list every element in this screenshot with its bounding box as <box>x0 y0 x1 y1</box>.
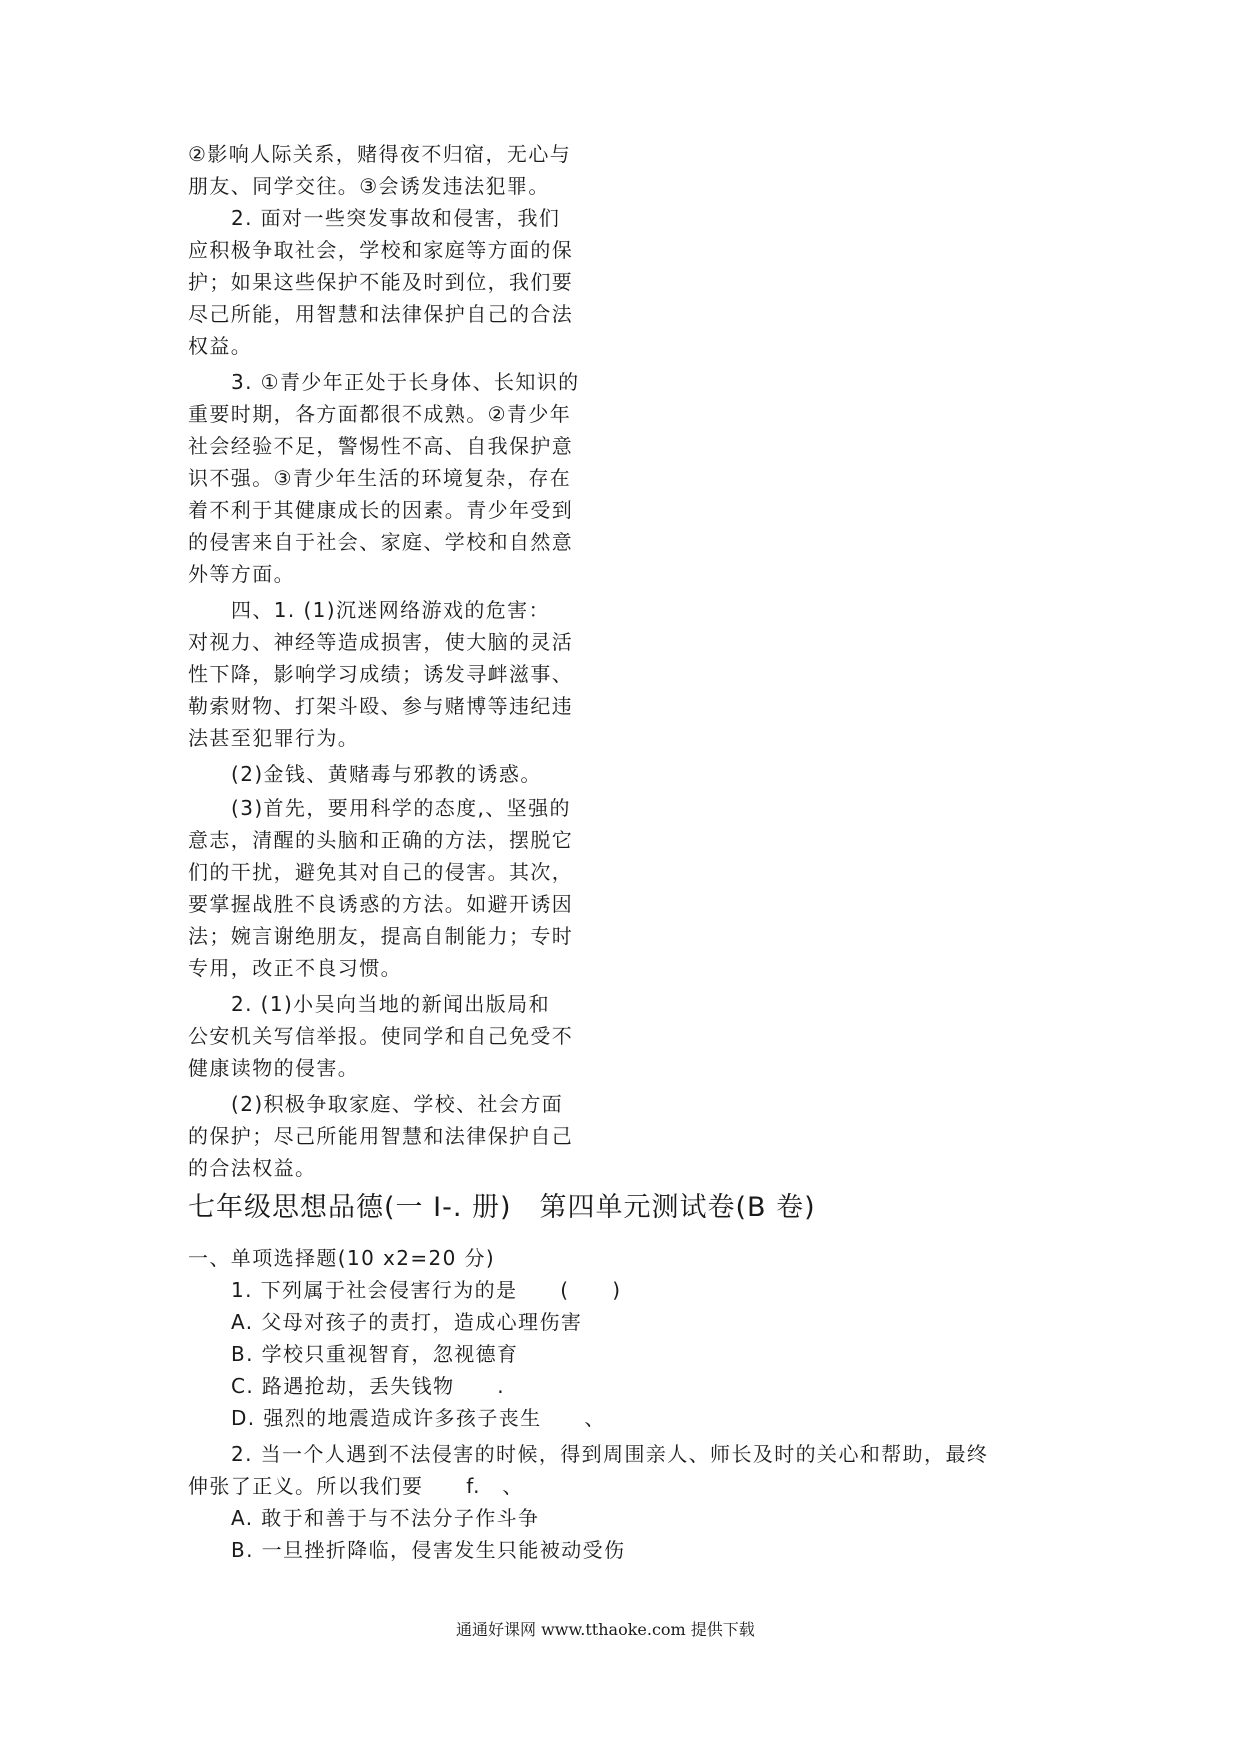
question-option: A. 父母对孩子的责打，造成心理伤害 <box>231 1310 583 1334</box>
answer-line: (3)首先，要用科学的态度,、坚强的 <box>231 796 571 820</box>
question-option: D. 强烈的地震造成许多孩子丧生 、 <box>231 1406 606 1430</box>
answer-line: 四、1. (1)沉迷网络游戏的危害： <box>231 598 550 622</box>
answer-line: 的保护；尽己所能用智慧和法律保护自己 <box>188 1124 574 1148</box>
answer-line: 勒索财物、打架斗殴、参与赌博等违纪违 <box>188 694 574 718</box>
page-footer: 通通好课网 www.tthaoke.com 提供下载 <box>456 1620 755 1639</box>
answer-line: 着不利于其健康成长的因素。青少年受到 <box>188 498 574 522</box>
answer-line: 权益。 <box>188 334 253 358</box>
answer-line: 识不强。③青少年生活的环境复杂，存在 <box>188 466 572 490</box>
answer-line: 的合法权益。 <box>188 1156 317 1180</box>
answer-line: 护；如果这些保护不能及时到位，我们要 <box>188 270 574 294</box>
answer-line: 社会经验不足，警惕性不高、自我保护意 <box>188 434 574 458</box>
answer-line: 们的干扰，避免其对自己的侵害。其次， <box>188 860 574 884</box>
answer-line: 重要时期，各方面都很不成熟。②青少年 <box>188 402 572 426</box>
answer-line: 外等方面。 <box>188 562 295 586</box>
answer-line: 尽己所能，用智慧和法律保护自己的合法 <box>188 302 574 326</box>
answer-line: 2. (1)小吴向当地的新闻出版局和 <box>231 992 550 1016</box>
answer-line: 对视力、神经等造成损害，使大脑的灵活 <box>188 630 574 654</box>
answer-line: ②影响人际关系，赌得夜不归宿，无心与 <box>188 142 572 166</box>
answer-line: 法；婉言谢绝朋友，提高自制能力；专时 <box>188 924 574 948</box>
answer-line: (2)积极争取家庭、学校、社会方面 <box>231 1092 564 1116</box>
section-heading: 一、单项选择题(10 x2=20 分) <box>188 1246 496 1270</box>
test-title: 七年级思想品德(一 I-. 册) 第四单元测试卷(B 卷) <box>188 1192 816 1223</box>
answer-line: 法甚至犯罪行为。 <box>188 726 360 750</box>
answer-line: 朋友、同学交往。③会诱发违法犯罪。 <box>188 174 550 198</box>
question-stem: 1. 下列属于社会侵害行为的是 ( ) <box>231 1278 622 1302</box>
answer-line: 公安机关写信举报。使同学和自己免受不 <box>188 1024 574 1048</box>
answer-line: 专用，改正不良习惯。 <box>188 956 402 980</box>
answer-line: 2. 面对一些突发事故和侵害，我们 <box>231 206 561 230</box>
answer-line: (2)金钱、黄赌毒与邪教的诱惑。 <box>231 762 542 786</box>
question-option: C. 路遇抢劫，丢失钱物 . <box>231 1374 506 1398</box>
answer-line: 健康读物的侵害。 <box>188 1056 360 1080</box>
question-stem: 伸张了正义。所以我们要 f. 、 <box>188 1474 524 1498</box>
answer-line: 3. ①青少年正处于长身体、长知识的 <box>231 370 580 394</box>
answer-line: 性下降，影响学习成绩；诱发寻衅滋事、 <box>188 662 574 686</box>
answer-line: 的侵害来自于社会、家庭、学校和自然意 <box>188 530 574 554</box>
question-option: A. 敢于和善于与不法分子作斗争 <box>231 1506 540 1530</box>
answer-line: 应积极争取社会，学校和家庭等方面的保 <box>188 238 574 262</box>
question-option: B. 学校只重视智育，忽视德育 <box>231 1342 519 1366</box>
question-option: B. 一旦挫折降临，侵害发生只能被动受伤 <box>231 1538 626 1562</box>
question-stem: 2. 当一个人遇到不法侵害的时候，得到周围亲人、师长及时的关心和帮助，最终 <box>231 1442 989 1466</box>
answer-line: 要掌握战胜不良诱惑的方法。如避开诱因 <box>188 892 574 916</box>
answer-line: 意志，清醒的头脑和正确的方法，摆脱它 <box>188 828 574 852</box>
